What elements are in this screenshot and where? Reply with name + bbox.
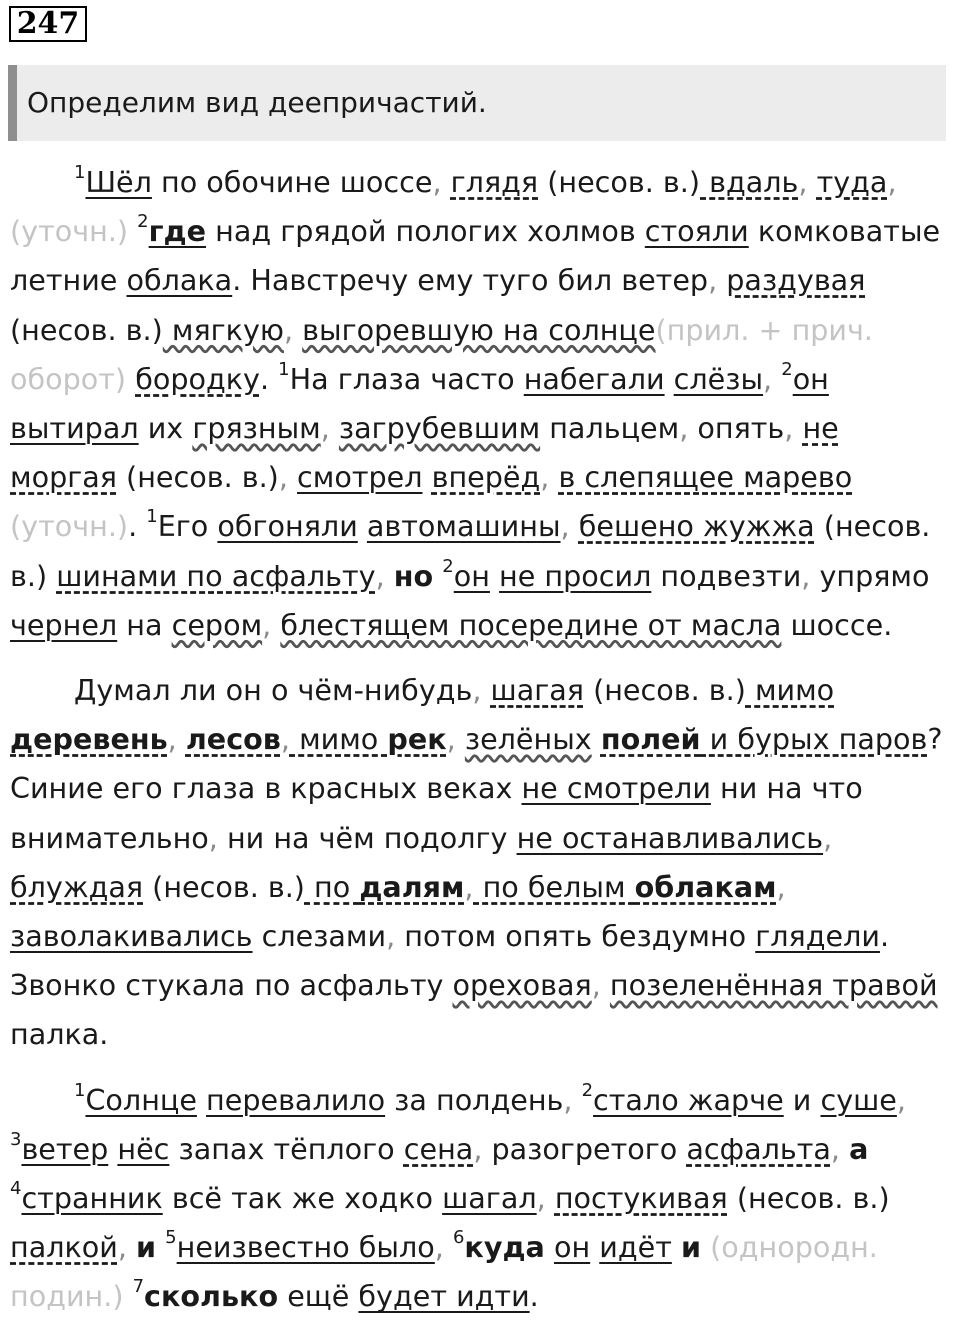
punctuation: , [320, 411, 330, 446]
adverbial-word: вперёд [431, 460, 541, 495]
punctuation: , [208, 820, 218, 855]
clause-marker: 2 [442, 555, 454, 577]
subject-word: он [792, 361, 829, 396]
punctuation: , [560, 509, 570, 544]
punctuation: , [679, 411, 689, 446]
subject-word: странник [21, 1181, 163, 1216]
paragraph-2 [10, 666, 950, 1060]
clause-marker: 5 [165, 1227, 177, 1249]
punctuation: . [529, 1279, 539, 1314]
subject-word: ветер [21, 1131, 109, 1166]
clause-marker: 3 [10, 1128, 22, 1150]
object-word: асфальта [686, 1131, 831, 1166]
plain-text: разогретого [482, 1131, 687, 1166]
plain-text: слезами [252, 919, 387, 954]
conjunction-word: а [849, 1131, 869, 1166]
task-banner-text: Определим вид деепричастий. [27, 86, 487, 119]
clause-marker: 2 [781, 358, 793, 380]
plain-text: Синие его глаза в красных веках [10, 771, 522, 806]
adverbial-word: далям [359, 869, 465, 904]
punctuation: , [536, 1181, 546, 1216]
punctuation: , [563, 1082, 573, 1117]
conjunction-word: и [136, 1230, 157, 1265]
adverbial-word: шинами по асфальту [56, 558, 376, 593]
punctuation: , [830, 1131, 841, 1166]
attribute-word: ореховая [452, 968, 592, 1003]
punctuation: , [117, 1230, 127, 1265]
predicate-word: не останавливались [516, 820, 824, 855]
attribute-word: загрубевшим [338, 411, 541, 446]
gerund-word: глядя [450, 165, 539, 199]
subject-word: он [553, 1230, 591, 1265]
punctuation: ? [927, 722, 943, 757]
adverbial-word: деревень [10, 722, 168, 757]
punctuation: , [262, 607, 272, 642]
punctuation: , [708, 263, 718, 298]
aspect-note: (несов. в.) [727, 1181, 890, 1216]
plain-text: по обочине шоссе [151, 165, 433, 199]
clause-marker: 2 [581, 1079, 594, 1101]
predicate-word: стояли [644, 214, 749, 249]
punctuation: , [434, 1230, 444, 1265]
predicate-word: перевалило [206, 1082, 386, 1117]
clause-marker: 1 [74, 162, 86, 183]
adverbial-word: облакам [634, 869, 777, 904]
annotation-note: (уточн.) [10, 509, 129, 544]
predicate-word: вытирал [10, 411, 139, 446]
plain-text: над грядой пологих холмов [206, 214, 645, 249]
adverbial-word: в слепящее марево [558, 460, 853, 495]
adverbial-word: по белым [473, 869, 635, 904]
punctuation: , [591, 968, 601, 1003]
plain-text: на [117, 607, 172, 642]
subject-word: Шёл [85, 165, 152, 199]
plain-text: за полдень [385, 1082, 564, 1117]
gerund-word: бешено жужжа [578, 509, 815, 544]
plain-text: ещё [278, 1279, 359, 1314]
plain-text: На глаза часто [289, 361, 524, 396]
adverbial-word: мимо [745, 673, 835, 708]
punctuation: , [784, 411, 794, 446]
predicate-word: обгоняли [217, 509, 358, 544]
punctuation: , [798, 165, 808, 199]
aspect-note: (несов. в.) [538, 165, 700, 199]
punctuation: , [446, 722, 456, 757]
punctuation: , [278, 460, 288, 495]
plain-text: ни на чём подолгу [217, 820, 517, 855]
predicate-word: нёс [117, 1131, 170, 1166]
clause-marker: 7 [132, 1276, 145, 1298]
gerund-word: не моргая [10, 411, 839, 495]
punctuation: , [776, 869, 786, 904]
plain-text: шоссе. [781, 607, 893, 642]
punctuation: , [473, 1131, 483, 1166]
adverbial-word: вдаль [700, 165, 799, 199]
predicate-word: не просил [499, 558, 652, 593]
plain-text: палка. [10, 1017, 109, 1052]
predicate-word: чернел [10, 607, 118, 642]
conjunction-word: но [393, 558, 434, 593]
punctuation: , [280, 722, 290, 757]
aspect-note: (несов. в.) [10, 312, 163, 347]
aspect-note: (несов. в.) [583, 673, 746, 708]
clause-marker: 2 [137, 211, 149, 233]
punctuation: , [283, 312, 294, 347]
punctuation: . [259, 361, 270, 396]
punctuation: , [540, 460, 550, 495]
plain-text: Его [157, 509, 218, 544]
predicate-word: идёт [599, 1230, 672, 1265]
punctuation: . [128, 509, 138, 544]
attribute-word: грязным [192, 411, 321, 446]
subject-word: Солнце [85, 1082, 197, 1117]
subject-word: облака [126, 263, 233, 298]
punctuation: , [472, 673, 482, 708]
annotation-note: (прил. + прич. оборот) [10, 312, 873, 396]
attribute-word: зелёных [464, 722, 592, 757]
punctuation: , [896, 1082, 906, 1117]
exercise-number: 247 [9, 6, 87, 42]
aspect-note: (несов. в.) [10, 509, 931, 593]
plain-text: упрямо [810, 558, 930, 593]
annotation-note: (однородн. подин.) [10, 1230, 878, 1314]
subject-word: автомашины [366, 509, 561, 544]
gerund-word: постукивая [554, 1181, 728, 1216]
paragraph-1 [10, 158, 950, 650]
punctuation: , [763, 361, 773, 396]
gerund-word: шагая [490, 673, 584, 708]
punctuation: , [887, 165, 897, 199]
subject-word: слёзы [673, 361, 764, 396]
predicate-word: заволакивались [10, 919, 253, 954]
aspect-note: (несов. в.) [116, 460, 279, 495]
attribute-word: сером [171, 607, 263, 642]
object-word: сена [403, 1131, 474, 1166]
attribute-word: блестящем посередине от масла [280, 607, 782, 642]
clause-marker: 6 [452, 1227, 465, 1249]
gerund-word: раздувая [726, 263, 866, 298]
clause-marker: 1 [278, 358, 290, 380]
predicate-word: набегали [523, 361, 665, 396]
predicate-word: будет идти [358, 1279, 530, 1314]
object-word: бородку [135, 361, 260, 396]
paragraph-3 [10, 1076, 950, 1322]
adverbial-word: лесов [185, 722, 281, 757]
exercise-text [10, 158, 950, 1338]
attribute-word: мягкую [162, 312, 284, 347]
punctuation: , [464, 869, 474, 904]
plain-text: Думал ли он о чём-нибудь [74, 673, 473, 708]
plain-text: Звонко стукала по асфальту [10, 968, 453, 1003]
punctuation: . [879, 919, 890, 954]
plain-text: ни на что внимательно [10, 771, 863, 855]
adverbial-word: полей [600, 722, 701, 757]
plain-text: запах тёплого [169, 1131, 404, 1166]
conjunction-word: где [148, 214, 207, 249]
predicate-word: стало жарче [593, 1082, 784, 1117]
plain-text: подвезти [651, 558, 802, 593]
adverbial-word: мимо [289, 722, 388, 757]
attribute-word: выгоревшую на солнце [302, 312, 656, 347]
plain-text: их [138, 411, 193, 446]
attribute-word: позеленённая травой [609, 968, 938, 1003]
predicate-word: суше [820, 1082, 897, 1117]
adverbial-word: палкой [10, 1230, 118, 1265]
aspect-note: (несов. в.) [143, 869, 305, 904]
plain-text: потом опять бездумно [395, 919, 756, 954]
punctuation: , [386, 919, 396, 954]
annotation-note: (уточн.) [10, 214, 129, 249]
punctuation: , [801, 558, 811, 593]
adverbial-word: и бурых паров [700, 722, 928, 757]
punctuation: , [167, 722, 177, 757]
conjunction-word: и [680, 1230, 701, 1265]
conjunction-word: куда [464, 1230, 545, 1265]
plain-text: пальцем [540, 411, 680, 446]
adverbial-word: туда [816, 165, 888, 199]
conjunction-word: сколько [144, 1279, 279, 1314]
predicate-word: шагал [442, 1181, 537, 1216]
subject-word: он [453, 558, 490, 593]
plain-text: комковатые летние [10, 214, 941, 298]
predicate-word: неизвестно было [176, 1230, 435, 1265]
plain-text: опять [688, 411, 785, 446]
predicate-word: смотрел [297, 460, 423, 495]
punctuation: , [432, 165, 442, 199]
plain-text: и [783, 1082, 821, 1117]
adverbial-word: по [304, 869, 360, 904]
plain-text: . Навстречу ему туго бил ветер [232, 263, 709, 298]
clause-marker: 1 [146, 506, 158, 528]
punctuation: , [823, 820, 833, 855]
task-banner [8, 65, 946, 141]
plain-text: всё так же ходко [162, 1181, 443, 1216]
clause-marker: 1 [74, 1079, 86, 1101]
adverbial-word: рек [387, 722, 447, 757]
clause-marker: 4 [10, 1178, 22, 1200]
punctuation: , [375, 558, 385, 593]
gerund-word: блуждая [10, 869, 144, 904]
predicate-word: не смотрели [521, 771, 711, 806]
predicate-word: глядели [755, 919, 880, 954]
